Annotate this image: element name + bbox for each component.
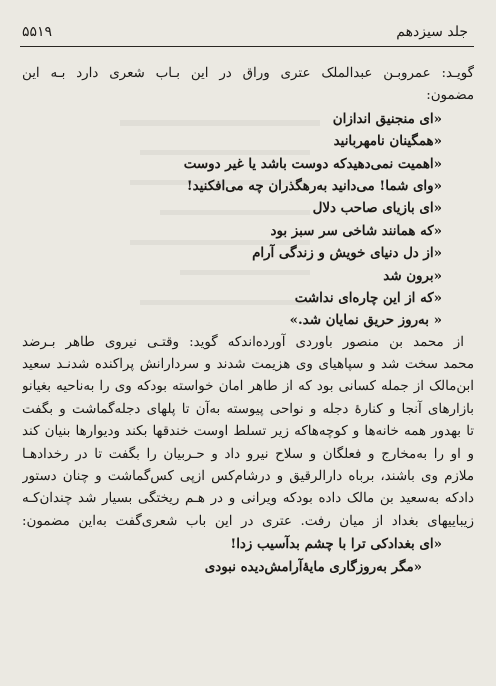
verse-line: «ای منجنیق اندازان [332,110,442,127]
text-line: ملازم وی باشند، برباه دارالرقیق و درشام‌کس ازپی کس‌گماشت و چنان دستور [22,469,474,485]
text-line: از محمد بن منصور باوردی آورده‌اندکه گوید: وقتـی نیروی طاهر بـرضد [22,334,464,350]
text-line: تا بهدور همه خانه‌ها و کوچه‌هاکه زیر تسلط اوست خندقها بکند ودیوارها بنیان کند [22,424,474,440]
verse-line: «ای بازیای صاحب دلال [312,200,442,217]
body-text [22,63,474,578]
verse-line: «ای بغدادکی ترا با چشم بدآسیب زدا! [230,536,442,553]
verse-line: «برون شد [383,267,442,284]
text-line: مضمون: [426,88,474,104]
verse-line: «وای شما! می‌دانید به‌رهگذران چه می‌افکنید! [186,177,442,194]
text-line: ابن‌مالک از جمله کسانی بود که از طاهر امان خواسته بودکه وی را به‌ناحیه بغیانو [22,379,474,395]
text-line: گویـد: عمروبـن عبدالملک عتری وراق در این بـاب شعری دارد بـه این [22,66,474,81]
verse-line: «که همانند شاخی سر سبز بود [270,222,442,239]
verse-line: «از دل دنیای خویش و زندگی آرام [252,245,442,262]
verse-line: «که از این چاره‌ای نداشت [294,289,442,306]
page-number: ۵۵۱۹ [22,24,53,40]
text-line: دادکه به‌سعید بن مالک داده بودکه ویرانی و در هـم ریختگی بسیار شد چندان‌کـه [22,491,474,507]
verse-line: «اهمیت نمی‌دهیدکه دوست باشد یا غیر دوست [183,155,442,172]
text-line: زیباییهای بغداد از میان رفت. عتری در این باب شعری‌گفت به‌این مضمون: [22,513,474,529]
text-line: و او را به‌مخارج و فعلگان و سلاح نیرو داد و حـربیان را بگفت تا در رخدادهـا [22,446,474,462]
verse-line: « به‌روز حریق نمایان شد.» [289,312,442,329]
page-header [20,22,474,47]
verse-line: «همگینان نامهربانید [333,133,442,150]
running-title: جلد سیزدهم [396,24,468,40]
text-line: بازارهای آنجا و کنارهٔ دجله و نواحی پیوسته به‌آن تا پلهای دجله‌گماشت و بگفت [22,401,474,417]
text-line: محمد سخت شد و سپاهیای وی هزیمت شدند و سردارانش پراکنده شدنـد سعید [22,357,474,373]
verse-line: «مگر به‌روزگاری مایهٔ‌آرامش‌دیده نبودی [204,558,422,575]
